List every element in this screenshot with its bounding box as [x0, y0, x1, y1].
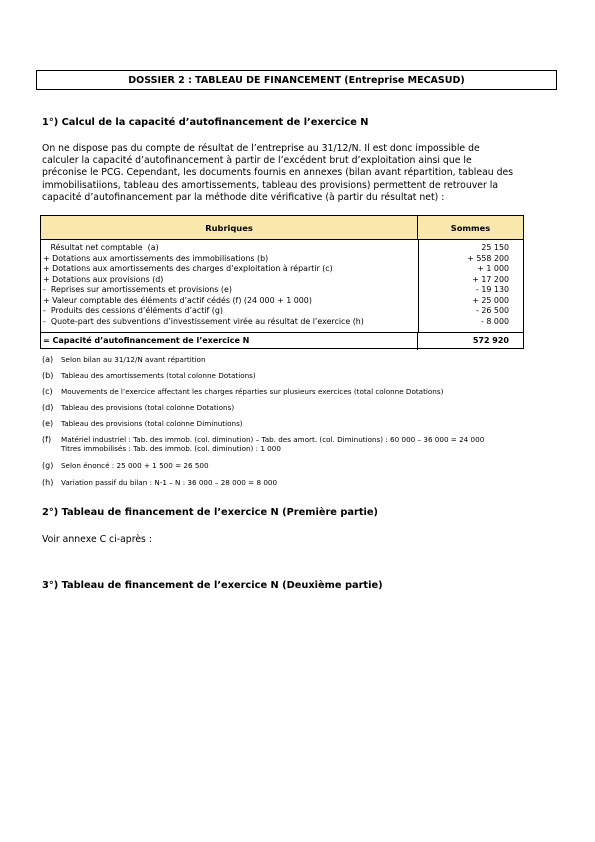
footnote-text: Matériel industriel : Tab. des immob. (col. diminution) – Tab. des amort. (col. Diminutions) : 60 000 – 36 000 = 24 000 [61, 435, 485, 444]
table-row [41, 296, 523, 307]
footnote-key: (c) [42, 387, 53, 396]
row-label: + Dotations aux provisions (d) [43, 274, 164, 284]
footnote-text: Tableau des amortissements (total colonne Dotations) [61, 371, 256, 380]
caf-table [40, 215, 524, 349]
footnote-key: (e) [42, 419, 54, 428]
table-body [41, 240, 523, 333]
footnote-key: (g) [42, 461, 54, 470]
table-row [41, 275, 523, 286]
document-title: DOSSIER 2 : TABLEAU DE FINANCEMENT (Entreprise MECASUD) [36, 70, 557, 90]
table-header [41, 216, 523, 240]
table-row [41, 306, 523, 317]
intro-line: calculer la capacité d’autofinancement à partir de l’excédent brut d’exploitation ainsi que le [42, 155, 472, 167]
footnote-text: Tableau des provisions (total colonne Diminutions) [61, 419, 243, 428]
row-value: + 558 200 [467, 253, 509, 263]
row-value: - 8 000 [481, 316, 509, 326]
header-sommes: Sommes [450, 222, 491, 233]
footnote-key: (f) [42, 435, 52, 444]
section-1-heading: 1°) Calcul de la capacité d’autofinancement de l’exercice N [42, 117, 369, 128]
total-value: 572 920 [472, 336, 509, 345]
row-value: - 26 500 [476, 306, 509, 315]
header-rubriques: Rubriques [41, 216, 418, 239]
row-value: + 25 000 [472, 295, 509, 305]
footnote-text: Mouvements de l’exercice affectant les charges réparties sur plusieurs exercices (total colonne Dotations) [61, 387, 444, 396]
row-value: - 19 130 [476, 285, 509, 294]
table-row [41, 243, 523, 254]
intro-line: préconise le PCG. Cependant, les documents fournis en annexes (bilan avant répartition, tableau des [42, 167, 514, 179]
table-row [41, 317, 523, 328]
intro-line: capacité d’autofinancement par la méthode dite vérificative (à partir du résultat net) : [42, 191, 445, 203]
row-value: + 17 200 [472, 274, 509, 284]
footnote-text-line-2: Titres immobilisés : Tab. des immob. (col. diminution) : 1 000 [61, 444, 281, 453]
table-total-row [41, 332, 523, 350]
intro-line: On ne dispose pas du compte de résultat de l’entreprise au 31/12/N. Il est donc impossible de [42, 143, 480, 154]
footnote-key: (d) [42, 403, 54, 412]
footnote-text: Tableau des provisions (total colonne Dotations) [61, 403, 235, 412]
intro-line: immobilisatiions, tableau des amortissements, tableau des provisions) permettent de retrouver la [42, 179, 499, 191]
row-label: + Valeur comptable des éléments d’actif cédés (f) (24 000 + 1 000) [43, 295, 312, 305]
row-value: + 1 000 [477, 264, 509, 273]
table-row [41, 285, 523, 296]
section-3-heading: 3°) Tableau de financement de l’exercice N (Deuxième partie) [42, 580, 383, 591]
footnote-text: Variation passif du bilan : N-1 – N : 36 000 – 28 000 = 8 000 [61, 478, 278, 487]
intro-paragraph [42, 143, 552, 204]
footnote-text: Selon énoncé : 25 000 + 1 500 = 26 500 [61, 461, 209, 470]
footnote-key: (h) [42, 478, 54, 487]
table-row [41, 264, 523, 275]
row-label: - Quote-part des subventions d’investissement virée au résultat de l’exercice (h) [43, 316, 364, 326]
footnote-key: (b) [42, 371, 54, 380]
footnote-key: (a) [42, 355, 54, 364]
footnote-text: Selon bilan au 31/12/N avant répartition [61, 355, 206, 364]
row-label: Résultat net comptable (a) [43, 243, 159, 252]
section-2-text: Voir annexe C ci-après : [42, 534, 152, 545]
row-label: - Produits des cessions d’éléments d’actif (g) [43, 306, 223, 315]
table-row [41, 254, 523, 265]
section-2-heading: 2°) Tableau de financement de l’exercice N (Première partie) [42, 507, 378, 518]
row-value: 25 150 [481, 243, 509, 252]
row-label: + Dotations aux amortissements des charges d’exploitation à répartir (c) [43, 264, 333, 273]
row-label: - Reprises sur amortissements et provisions (e) [43, 285, 232, 294]
total-label: = Capacité d’autofinancement de l’exercice N [41, 333, 418, 350]
row-label: + Dotations aux amortissements des immobilisations (b) [43, 253, 269, 263]
